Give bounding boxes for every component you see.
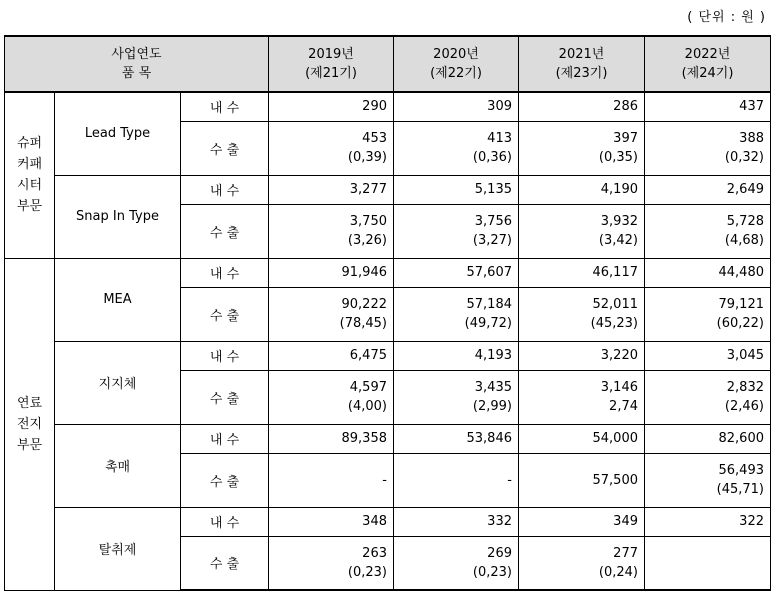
domestic-value: 332 [394, 507, 519, 536]
export-value [519, 370, 645, 424]
table-row [5, 258, 771, 287]
export-label: 수 출 [181, 287, 269, 341]
export-amount: 3,146 [600, 380, 638, 395]
export-ratio: (3,27) [472, 233, 512, 248]
export-ratio: (0,32) [724, 150, 764, 165]
product-name: 탈취제 [55, 507, 181, 590]
division-name-line: 부문 [16, 199, 43, 215]
domestic-value: 286 [519, 92, 645, 121]
export-amount: 4,597 [349, 380, 387, 395]
domestic-value: 46,117 [519, 258, 645, 287]
export-ratio: (0,35) [598, 150, 638, 165]
domestic-value: 290 [269, 92, 394, 121]
domestic-value: 4,193 [394, 341, 519, 370]
domestic-value: 309 [394, 92, 519, 121]
division-name-line: 전지 [16, 416, 43, 432]
table-row [5, 92, 771, 121]
division-name-line: 부문 [16, 437, 43, 453]
export-value [519, 204, 645, 258]
domestic-value: 57,607 [394, 258, 519, 287]
export-value [645, 453, 771, 507]
export-value [269, 121, 394, 175]
export-amount: 388 [739, 131, 764, 146]
header-year: 2019년 (제21기) [269, 36, 394, 92]
export-amount: 52,011 [592, 297, 638, 312]
export-label: 수 출 [181, 453, 269, 507]
export-ratio: 2,74 [609, 399, 638, 414]
division-name-line: 시터 [16, 178, 43, 194]
domestic-value: 349 [519, 507, 645, 536]
division-name-line: 연료 [16, 395, 43, 411]
export-amount: - [382, 472, 387, 488]
product-name: 지지체 [55, 341, 181, 424]
domestic-value: 3,045 [645, 341, 771, 370]
export-amount: 2,832 [726, 380, 764, 395]
export-ratio: (3,26) [347, 233, 387, 248]
division-name-line: 커패 [16, 157, 43, 173]
domestic-value: 44,480 [645, 258, 771, 287]
export-value [645, 370, 771, 424]
export-ratio: (2,99) [472, 399, 512, 414]
export-ratio: (0,23) [472, 564, 512, 580]
domestic-value: 6,475 [269, 341, 394, 370]
export-amount: 269 [487, 545, 512, 561]
export-amount: 413 [487, 131, 512, 146]
export-value [269, 536, 394, 590]
domestic-label: 내 수 [181, 424, 269, 453]
export-value [394, 536, 519, 590]
domestic-value: 3,277 [269, 175, 394, 204]
domestic-value: 437 [645, 92, 771, 121]
export-amount: 3,750 [349, 214, 387, 229]
domestic-value: 2,649 [645, 175, 771, 204]
export-value [645, 287, 771, 341]
export-value [394, 370, 519, 424]
export-amount: 453 [362, 131, 387, 146]
table-row [5, 341, 771, 370]
export-ratio: (45,23) [590, 316, 638, 331]
domestic-value: 54,000 [519, 424, 645, 453]
export-amount: 5,728 [726, 214, 764, 229]
export-label: 수 출 [181, 370, 269, 424]
domestic-label: 내 수 [181, 507, 269, 536]
export-amount: 3,932 [600, 214, 638, 229]
export-ratio: (0,23) [347, 564, 387, 580]
domestic-label: 내 수 [181, 175, 269, 204]
export-ratio: (0,36) [472, 150, 512, 165]
export-value [519, 453, 645, 507]
header-year: 2021년 (제23기) [519, 36, 645, 92]
export-ratio: (78,45) [339, 316, 387, 331]
export-value [519, 536, 645, 590]
export-amount: - [507, 472, 512, 488]
export-amount: 263 [362, 545, 387, 561]
export-value [645, 121, 771, 175]
export-amount: 397 [613, 131, 638, 146]
export-value [645, 204, 771, 258]
export-amount: 90,222 [341, 297, 387, 312]
export-ratio: (4,68) [724, 233, 764, 248]
export-value [519, 287, 645, 341]
sales-table [4, 35, 771, 591]
header-year: 2022년 (제24기) [645, 36, 771, 92]
domestic-label: 내 수 [181, 92, 269, 121]
export-value [394, 453, 519, 507]
product-name: Lead Type [55, 92, 181, 175]
export-label: 수 출 [181, 204, 269, 258]
domestic-value: 53,846 [394, 424, 519, 453]
domestic-value: 322 [645, 507, 771, 536]
export-ratio: (2,46) [724, 399, 764, 414]
header-row [5, 36, 771, 92]
export-ratio: (49,72) [464, 316, 512, 331]
export-amount: 57,500 [592, 472, 638, 488]
table-row [5, 507, 771, 536]
domestic-value: 89,358 [269, 424, 394, 453]
export-value [394, 204, 519, 258]
export-value [269, 287, 394, 341]
product-name: 촉매 [55, 424, 181, 507]
table-row [5, 424, 771, 453]
export-amount: 57,184 [466, 297, 512, 312]
export-amount: 3,756 [474, 214, 512, 229]
export-ratio: (0,24) [598, 564, 638, 580]
export-value [269, 453, 394, 507]
division-cell [5, 258, 55, 590]
header-year: 2020년 (제22기) [394, 36, 519, 92]
product-name: MEA [55, 258, 181, 341]
domestic-value: 82,600 [645, 424, 771, 453]
export-ratio: (60,22) [716, 316, 764, 331]
domestic-value: 348 [269, 507, 394, 536]
export-value [645, 536, 771, 590]
export-amount: 79,121 [718, 297, 764, 312]
export-label: 수 출 [181, 536, 269, 590]
unit-note: ( 단위 : 원 ) [687, 10, 766, 25]
domestic-value: 4,190 [519, 175, 645, 204]
domestic-value: 3,220 [519, 341, 645, 370]
export-value [394, 121, 519, 175]
domestic-label: 내 수 [181, 341, 269, 370]
domestic-value: 91,946 [269, 258, 394, 287]
export-value [269, 204, 394, 258]
domestic-label: 내 수 [181, 258, 269, 287]
domestic-value: 5,135 [394, 175, 519, 204]
export-amount: 56,493 [718, 463, 764, 478]
division-cell [5, 92, 55, 258]
division-name-line: 슈퍼 [16, 136, 43, 152]
table-row [5, 175, 771, 204]
header-category: 사업연도 품 목 [5, 36, 269, 92]
export-value [269, 370, 394, 424]
product-name: Snap In Type [55, 175, 181, 258]
export-amount: 3,435 [474, 380, 512, 395]
export-value [519, 121, 645, 175]
export-amount: 277 [613, 545, 638, 561]
export-ratio: (3,42) [598, 233, 638, 248]
export-ratio: (4,00) [347, 399, 387, 414]
export-value [394, 287, 519, 341]
export-label: 수 출 [181, 121, 269, 175]
export-ratio: (45,71) [716, 482, 764, 497]
export-ratio: (0,39) [347, 150, 387, 165]
